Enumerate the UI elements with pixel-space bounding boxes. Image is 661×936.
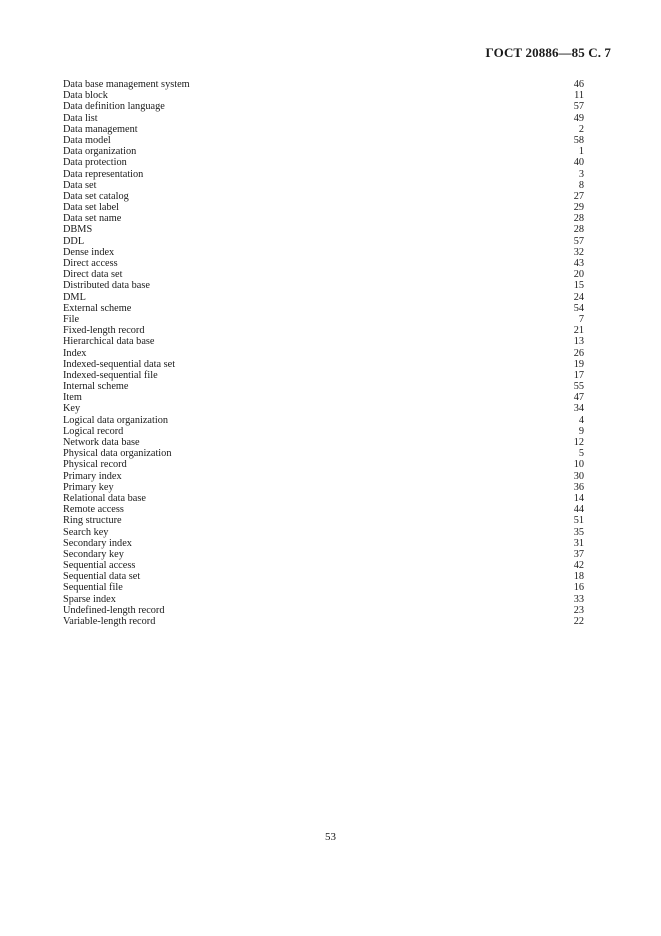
index-number: 28 (573, 224, 584, 236)
index-number: 40 (573, 157, 584, 169)
index-number: 30 (573, 470, 584, 482)
index-number: 7 (578, 313, 584, 325)
index-term: Data representation (63, 168, 144, 180)
index-row (63, 269, 584, 280)
page-header: ГОСТ 20886—85 С. 7 (485, 45, 611, 60)
index-number: 24 (573, 291, 584, 303)
index-number: 34 (573, 403, 584, 415)
index-number: 58 (573, 134, 584, 146)
index-number: 32 (573, 246, 584, 258)
index-row (63, 515, 584, 526)
index-term: Search key (63, 526, 109, 538)
index-term: Data set (63, 179, 97, 191)
index-row (63, 426, 584, 437)
index-row (63, 191, 584, 202)
index-row (63, 549, 584, 560)
index-row (63, 403, 584, 414)
index-number: 47 (573, 392, 584, 404)
index-row (63, 146, 584, 157)
index-number: 19 (573, 358, 584, 370)
index-number: 46 (573, 79, 584, 90)
index-term: Physical data organization (63, 448, 172, 460)
index-term: Distributed data base (63, 280, 150, 292)
index-number: 4 (578, 414, 584, 426)
index-row (63, 101, 584, 112)
index-term: Variable-length record (63, 616, 156, 627)
index-row (63, 213, 584, 224)
index-number: 18 (573, 571, 584, 583)
index-row (63, 560, 584, 571)
index-row (63, 616, 584, 627)
index-term: Data model (63, 134, 111, 146)
index-row (63, 314, 584, 325)
index-term: Logical data organization (63, 414, 169, 426)
index-row (63, 113, 584, 124)
index-term: Direct data set (63, 269, 123, 281)
index-row (63, 415, 584, 426)
index-number: 35 (573, 526, 584, 538)
index-term: File (63, 313, 80, 325)
index-term: Primary index (63, 470, 122, 482)
index-number: 51 (573, 515, 584, 527)
index-term: Hierarchical data base (63, 336, 155, 348)
index-term: Secondary key (63, 548, 124, 560)
index-row (63, 437, 584, 448)
index-row (63, 258, 584, 269)
index-term: Secondary index (63, 537, 132, 549)
index-number: 44 (573, 504, 584, 516)
index-row (63, 527, 584, 538)
index-number: 9 (578, 425, 584, 437)
index-number: 11 (574, 90, 584, 102)
index-term: Remote access (63, 504, 124, 516)
index-number: 21 (573, 325, 584, 337)
index-number: 12 (573, 437, 584, 448)
index-number: 43 (573, 258, 584, 269)
index-term: Indexed-sequential data set (63, 358, 176, 370)
index-row (63, 90, 584, 101)
index-number: 42 (573, 560, 584, 572)
index-term: Data block (63, 90, 108, 102)
page-number: 53 (325, 831, 336, 843)
index-row (63, 280, 584, 291)
index-row (63, 594, 584, 605)
index-row (63, 381, 584, 392)
index-number: 15 (573, 280, 584, 292)
index-number: 10 (573, 459, 584, 471)
term-index-list (63, 79, 584, 627)
index-row (63, 392, 584, 403)
index-term: Relational data base (63, 492, 146, 504)
index-number: 26 (573, 347, 584, 359)
index-term: Dense index (63, 246, 115, 258)
index-number: 55 (573, 381, 584, 393)
index-term: DDL (63, 235, 85, 247)
index-row (63, 157, 584, 168)
index-row (63, 325, 584, 336)
index-term: Ring structure (63, 515, 122, 527)
index-term: Data set label (63, 202, 120, 214)
index-number: 2 (578, 123, 584, 135)
index-term: Data definition language (63, 101, 165, 113)
index-number: 27 (573, 190, 584, 202)
index-row (63, 359, 584, 370)
index-row (63, 504, 584, 515)
index-term: DBMS (63, 224, 93, 236)
index-number: 20 (573, 269, 584, 281)
index-row (63, 538, 584, 549)
index-row (63, 180, 584, 191)
index-term: Data organization (63, 146, 137, 158)
index-term: Data set catalog (63, 190, 129, 202)
index-number: 28 (573, 213, 584, 225)
index-number: 57 (573, 235, 584, 247)
index-number: 17 (573, 369, 584, 381)
index-term: Indexed-sequential file (63, 369, 158, 381)
index-row (63, 292, 584, 303)
index-number: 49 (573, 112, 584, 124)
index-row (63, 493, 584, 504)
index-number: 1 (578, 146, 584, 158)
index-number: 57 (573, 101, 584, 113)
index-term: Sequential file (63, 582, 123, 594)
index-term: Sparse index (63, 593, 116, 605)
index-number: 29 (573, 202, 584, 214)
index-row (63, 348, 584, 359)
index-term: Data list (63, 112, 98, 124)
index-row (63, 605, 584, 616)
index-number: 54 (573, 302, 584, 314)
index-number: 8 (578, 179, 584, 191)
index-number: 22 (573, 616, 584, 627)
index-number: 31 (573, 537, 584, 549)
index-term: Sequential data set (63, 571, 141, 583)
index-row (63, 247, 584, 258)
index-number: 23 (573, 604, 584, 616)
index-row (63, 370, 584, 381)
index-number: 5 (578, 448, 584, 460)
index-row (63, 571, 584, 582)
index-number: 14 (573, 492, 584, 504)
index-row (63, 336, 584, 347)
index-term: Sequential access (63, 560, 136, 572)
index-row (63, 482, 584, 493)
index-term: Item (63, 392, 82, 404)
index-term: Primary key (63, 481, 114, 493)
index-term: DML (63, 291, 86, 303)
index-row (63, 236, 584, 247)
index-row (63, 79, 584, 90)
index-term: Data base management system (63, 79, 190, 90)
index-term: Data management (63, 123, 138, 135)
index-number: 13 (573, 336, 584, 348)
index-term: Data protection (63, 157, 127, 169)
index-row (63, 471, 584, 482)
index-number: 3 (578, 168, 584, 180)
index-number: 16 (573, 582, 584, 594)
index-row (63, 124, 584, 135)
index-row (63, 224, 584, 235)
index-term: Index (63, 347, 87, 359)
index-term: Key (63, 403, 81, 415)
index-row (63, 448, 584, 459)
index-row (63, 169, 584, 180)
index-number: 36 (573, 481, 584, 493)
index-term: Network data base (63, 437, 140, 448)
index-number: 33 (573, 593, 584, 605)
index-term: Logical record (63, 425, 124, 437)
index-term: Internal scheme (63, 381, 129, 393)
index-term: External scheme (63, 302, 132, 314)
index-row (63, 303, 584, 314)
index-term: Undefined-length record (63, 604, 165, 616)
index-row (63, 459, 584, 470)
index-term: Direct access (63, 258, 118, 269)
index-row (63, 202, 584, 213)
index-row (63, 582, 584, 593)
index-row (63, 135, 584, 146)
index-term: Fixed-length record (63, 325, 145, 337)
index-term: Physical record (63, 459, 127, 471)
index-term: Data set name (63, 213, 122, 225)
index-number: 37 (573, 548, 584, 560)
